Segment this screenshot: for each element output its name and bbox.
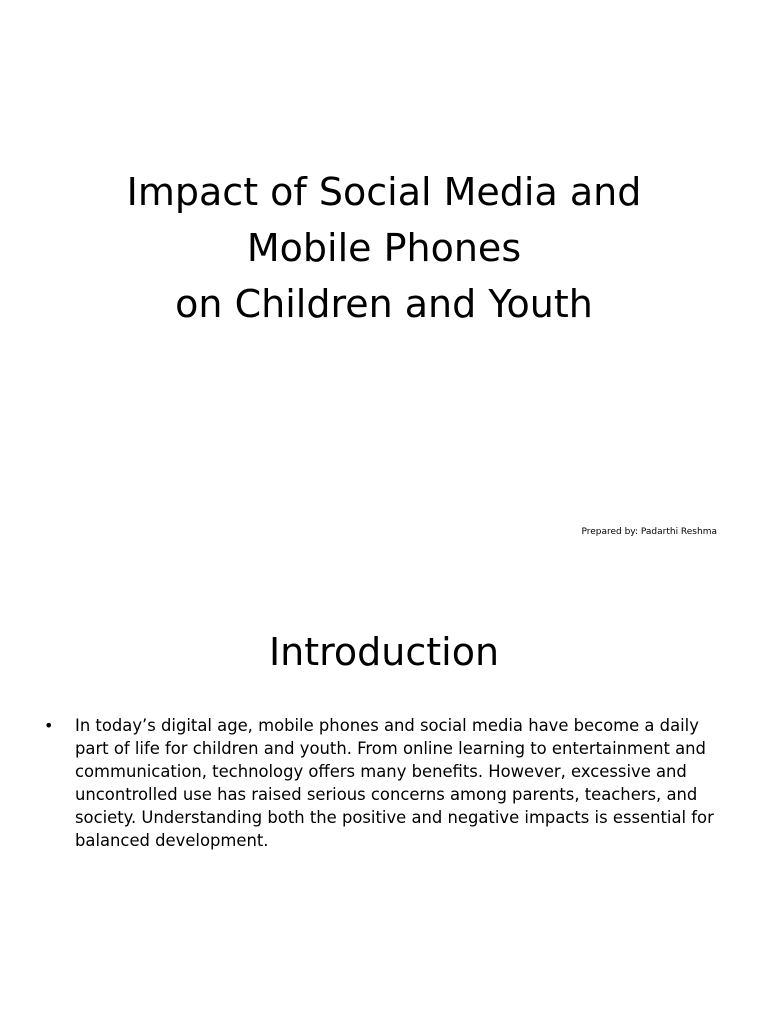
bullet-list [44,714,724,852]
prepared-by-text: Prepared by: Padarthi Reshma [581,527,717,537]
list-item [44,714,724,852]
title-line: on Children and Youth [175,282,593,326]
title-line: Mobile Phones [246,226,522,270]
bullet-icon: • [44,716,54,735]
introduction-slide [0,576,768,1024]
slide-title: Introduction [268,630,500,674]
bullet-text: In today’s digital age, mobile phones and social media have become a daily part of life for children and youth. From online learning to entertainment and communication, technology offers many benefits. However, excessive and uncontrolled use has raised serious concerns among parents, teachers, and society. Understanding both the positive and negative impacts is essential for balanced development. [75,716,714,850]
title-line: Impact of Social Media and [126,170,642,214]
slide-title [0,164,768,332]
